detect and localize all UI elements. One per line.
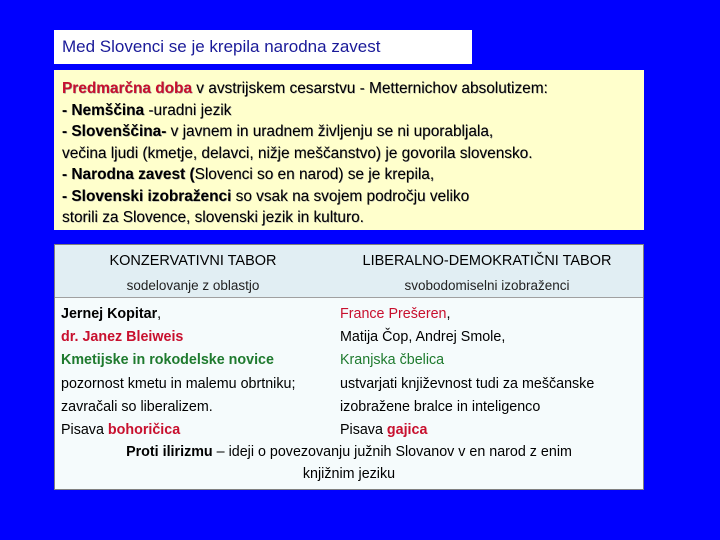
left-heading: KONZERVATIVNI TABOR [109,253,277,269]
right-person-1: France Prešeren [340,306,447,322]
left-column-body: Jernej Kopitar, dr. Janez Bleiweis Kmetijske in rokodelske novice pozornost kmetu in malemu obrtniku; zavračali so liberalizem. Pisava bohoričica [61,303,331,442]
intro-line-2: - Nemščina -uradni jezik [62,101,232,119]
right-column-header [331,245,643,297]
intro-line-1: Predmarčna doba v avstrijskem cesarstvu - Metternichov absolutizem: [62,80,548,97]
intro-line-6: - Slovenski izobraženci so vsak na svojem področju veliko [62,187,470,205]
intro-box [54,70,644,230]
footer-term: Proti ilirizmu [126,444,213,460]
left-publication: Kmetijske in rokodelske novice [61,352,274,369]
intro-line-7: storili za Slovence, slovenski jezik in kulturo. [62,209,364,226]
intro-line-5: - Narodna zavest (Slovenci so en narod) se je krepila, [62,166,435,183]
intro-period-term: Predmarčna doba [62,80,193,97]
comparison-table [54,244,644,490]
left-column-header [55,245,331,297]
intro-line-4: večina ljudi (kmetje, delavci, nižje meščanstvo) je govorila slovensko. [62,144,533,162]
right-people: Matija Čop, Andrej Smole, [340,329,506,346]
header-divider [55,297,643,298]
right-script: gajica [386,422,428,439]
table-footer: Proti ilirizmu – ideji o povezovanju južnih Slovanov v en narod z enim knjižnim jeziku [126,444,572,482]
left-subheading: sodelovanje z oblastjo [126,278,260,293]
left-person-2: dr. Janez Bleiweis [61,329,184,346]
right-subheading: svobodomiselni izobraženci [404,278,570,293]
left-script: bohoričica [107,422,181,439]
right-heading: LIBERALNO-DEMOKRATIČNI TABOR [362,253,612,269]
intro-line-3: - Slovenščina- v javnem in uradnem življenju se ni uporabljala, [62,123,494,140]
right-column-body: France Prešeren, Matija Čop, Andrej Smole, Kranjska čbelica ustvarjati književnost tudi za meščanske izobražene bralce in inteligenco Pisava gajica [340,303,640,442]
right-publication: Kranjska čbelica [340,352,445,369]
slide-title: Med Slovenci se je krepila narodna zavest [54,30,472,64]
left-person-1: Jernej Kopitar [61,306,158,322]
